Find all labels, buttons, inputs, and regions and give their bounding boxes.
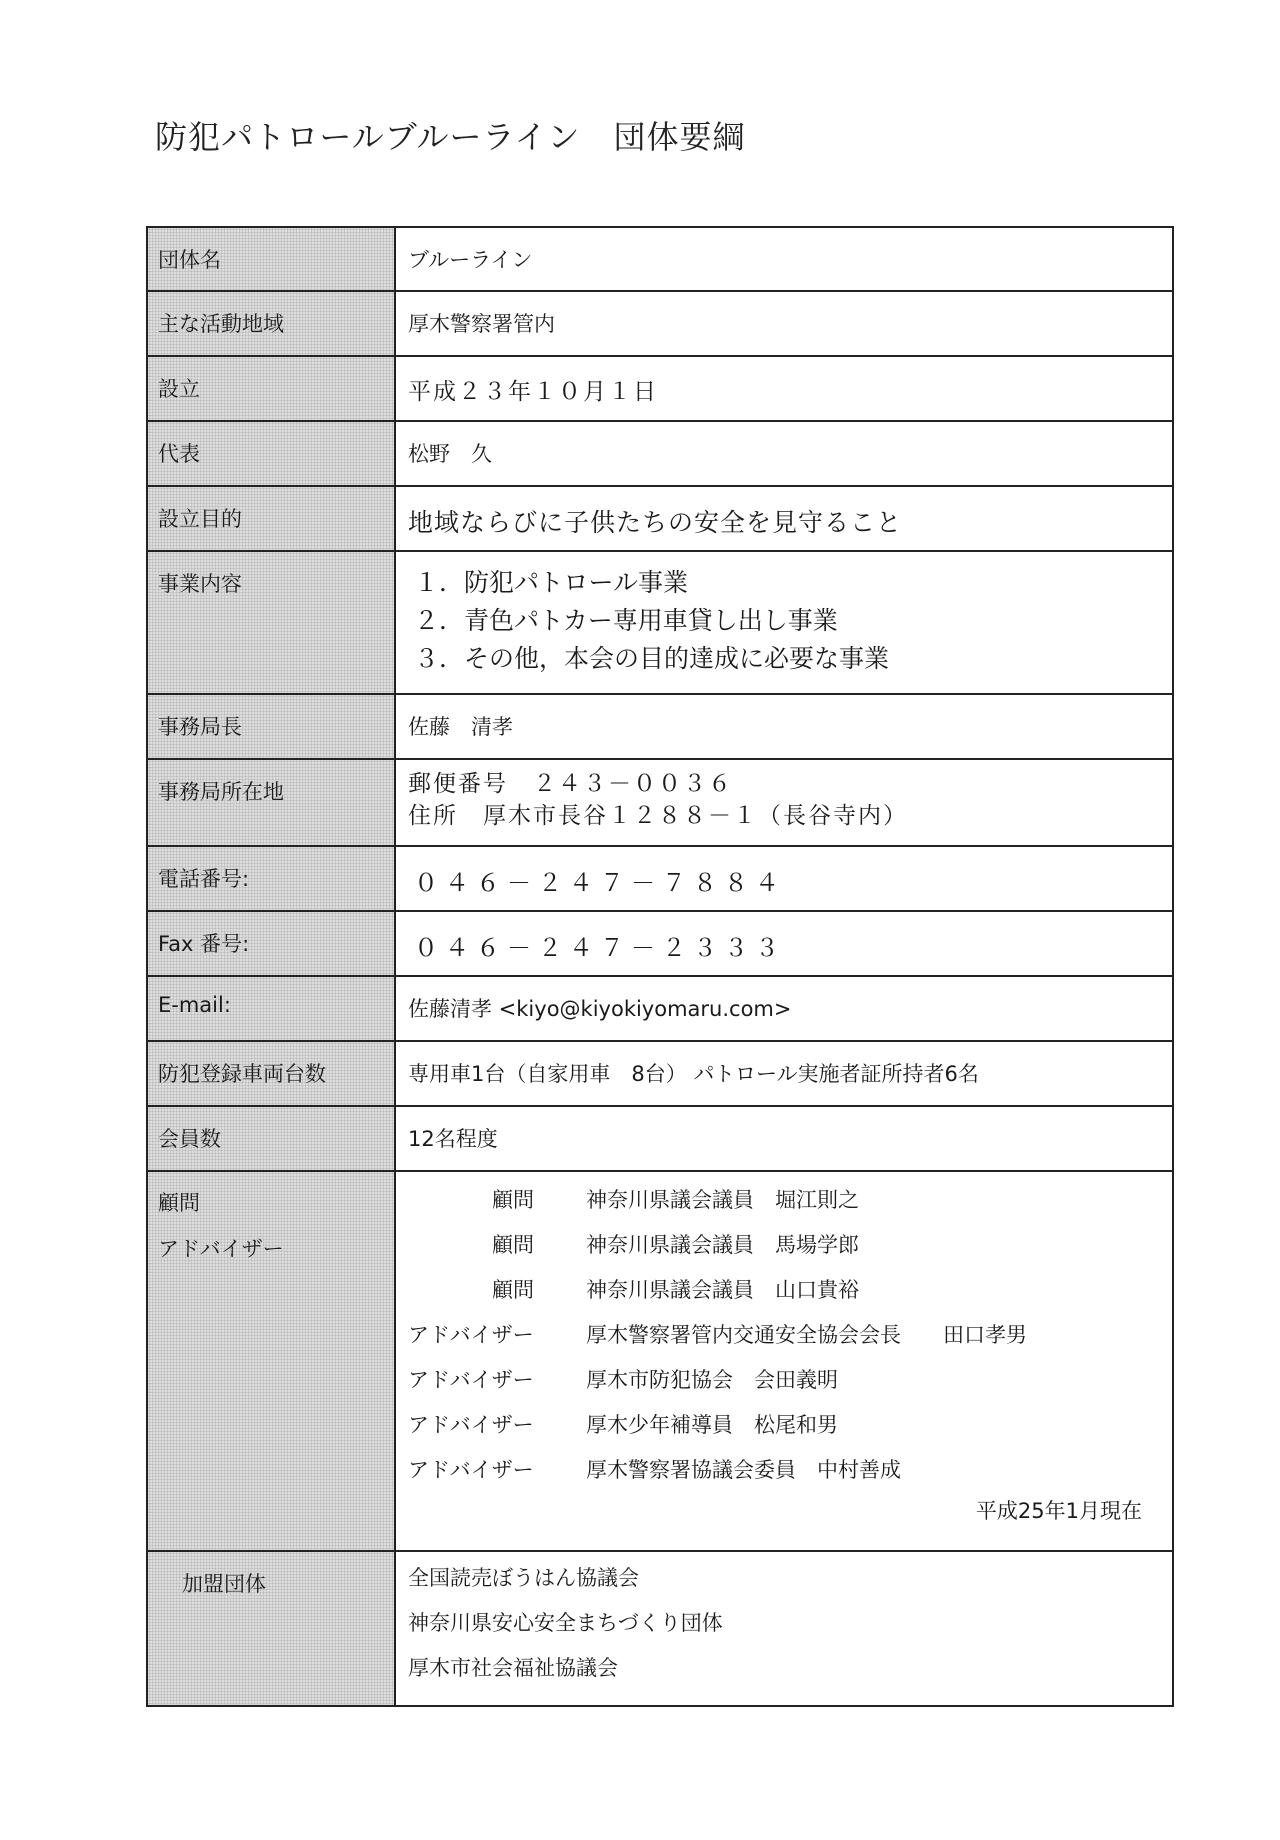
row-tel <box>147 846 1173 911</box>
value-area: 厚木警察署管内 <box>395 291 1173 356</box>
label-advisors-line1: 顧問 <box>158 1191 200 1215</box>
advisor-entry <box>396 1446 1172 1491</box>
advisor-entry <box>396 1401 1172 1446</box>
advisor-detail: 厚木市防犯協会 会田義明 <box>586 1367 838 1392</box>
row-purpose <box>147 486 1173 551</box>
value-representative: 松野 久 <box>395 421 1173 486</box>
label-office: 事務局所在地 <box>147 759 395 846</box>
row-advisors <box>147 1171 1173 1551</box>
label-founded: 設立 <box>147 356 395 421</box>
row-area <box>147 291 1173 356</box>
row-fax <box>147 911 1173 976</box>
business-item: ３．その他，本会の目的達成に必要な事業 <box>414 644 890 673</box>
row-business <box>147 551 1173 694</box>
affiliate-item: 厚木市社会福祉協議会 <box>408 1656 618 1680</box>
value-email: 佐藤清孝 <kiyo@kiyokiyomaru.com> <box>395 976 1173 1041</box>
advisor-detail: 厚木少年補導員 松尾和男 <box>586 1412 838 1437</box>
advisor-detail: 神奈川県議会議員 山口貴裕 <box>586 1277 859 1302</box>
affiliate-item: 神奈川県安心安全まちづくり団体 <box>408 1611 723 1635</box>
value-members: 12名程度 <box>395 1106 1173 1171</box>
value-secretary: 佐藤 清孝 <box>395 694 1173 759</box>
value-fax: ０４６－２４７－２３３３ <box>395 911 1173 976</box>
row-founded <box>147 356 1173 421</box>
label-name: 団体名 <box>147 227 395 291</box>
row-name <box>147 227 1173 291</box>
value-founded: 平成２３年１０月１日 <box>395 356 1173 421</box>
value-name: ブルーライン <box>395 227 1173 291</box>
as-of-date: 平成25年1月現在 <box>975 1499 1142 1523</box>
value-affiliates <box>395 1551 1173 1706</box>
label-advisors-line2: アドバイザー <box>158 1237 284 1261</box>
value-vehicles: 専用車1台（自家用車 8台） パトロール実施者証所持者6名 <box>395 1041 1173 1106</box>
advisor-detail: 神奈川県議会議員 堀江則之 <box>586 1187 859 1212</box>
advisor-detail: 神奈川県議会議員 馬場学郎 <box>586 1232 859 1257</box>
office-postal: 郵便番号 ２４３－００３６ <box>408 771 733 797</box>
label-fax: Fax 番号: <box>147 911 395 976</box>
label-business: 事業内容 <box>147 551 395 694</box>
label-tel: 電話番号: <box>147 846 395 911</box>
label-representative: 代表 <box>147 421 395 486</box>
row-office <box>147 759 1173 846</box>
advisor-role: アドバイザー <box>408 1457 534 1482</box>
advisor-role: アドバイザー <box>408 1412 534 1437</box>
advisor-entry <box>396 1266 1172 1311</box>
label-advisors <box>147 1171 395 1551</box>
advisor-role: 顧問 <box>492 1187 534 1212</box>
value-advisors <box>395 1171 1173 1551</box>
label-members: 会員数 <box>147 1106 395 1171</box>
row-vehicles <box>147 1041 1173 1106</box>
row-affiliates <box>147 1551 1173 1706</box>
row-email <box>147 976 1173 1041</box>
advisor-entry <box>396 1311 1172 1356</box>
advisor-detail: 厚木警察署管内交通安全協会会長 田口孝男 <box>586 1322 1027 1347</box>
label-purpose: 設立目的 <box>147 486 395 551</box>
advisor-role: 顧問 <box>492 1232 534 1257</box>
advisor-entry <box>396 1356 1172 1401</box>
row-representative <box>147 421 1173 486</box>
advisor-role: 顧問 <box>492 1277 534 1302</box>
advisor-detail: 厚木警察署協議会委員 中村善成 <box>586 1457 901 1482</box>
label-vehicles: 防犯登録車両台数 <box>147 1041 395 1106</box>
value-business <box>395 551 1173 694</box>
affiliate-item: 全国読売ぼうはん協議会 <box>408 1566 639 1590</box>
label-area: 主な活動地域 <box>147 291 395 356</box>
advisor-entry <box>396 1176 1172 1221</box>
value-office <box>395 759 1173 846</box>
advisor-role: アドバイザー <box>408 1322 534 1347</box>
organization-info-table <box>146 226 1174 1707</box>
label-affiliates: 加盟団体 <box>147 1551 395 1706</box>
business-item: １．防犯パトロール事業 <box>414 568 689 597</box>
advisor-entry <box>396 1221 1172 1266</box>
row-secretary <box>147 694 1173 759</box>
value-purpose: 地域ならびに子供たちの安全を見守ること <box>395 486 1173 551</box>
business-item: ２．青色パトカー専用車貸し出し事業 <box>414 606 838 635</box>
office-address: 住所 厚木市長谷１２８８－１（長谷寺内） <box>408 803 908 829</box>
advisor-role: アドバイザー <box>408 1367 534 1392</box>
value-tel: ０４６－２４７－７８８４ <box>395 846 1173 911</box>
document-title: 防犯パトロールブルーライン 団体要綱 <box>155 118 746 156</box>
label-secretary: 事務局長 <box>147 694 395 759</box>
row-members <box>147 1106 1173 1171</box>
label-email: E-mail: <box>147 976 395 1041</box>
